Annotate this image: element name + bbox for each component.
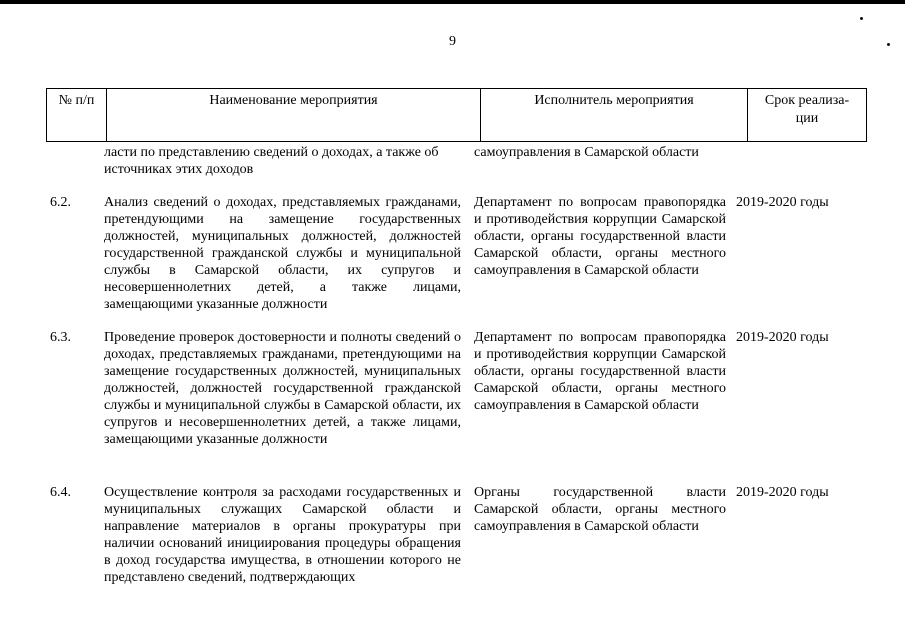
header-executor: Исполнитель мероприятия (481, 89, 748, 142)
row-number: 6.3. (50, 330, 71, 345)
row-number: 6.4. (50, 485, 71, 500)
header-term: Срок реализа- ции (748, 89, 867, 142)
row-number: 6.2. (50, 195, 71, 210)
header-number: № п/п (47, 89, 107, 142)
table-header (46, 88, 867, 142)
row-name: ласти по представлению сведений о доходах, а также об источниках этих доходов (104, 145, 439, 177)
row-executor: Органы государственной власти Самарской области, органы местного самоуправления в Самарской области (474, 485, 726, 534)
row-name: Проведение проверок достоверности и полноты сведений о доходах, представляемых гражданами, претендующими на замещение государственных должностей, муниципальных должностей, должностей государственной гражданской службы и муниципальной службы в Самарской области, их супругов и несовершеннолетних детей, а также лицами, замещающими указанные должности (104, 330, 461, 447)
header-name: Наименование мероприятия (107, 89, 481, 142)
scan-top-border (0, 0, 905, 4)
row-executor: самоуправления в Самарской области (474, 145, 699, 160)
page-number: 9 (449, 34, 456, 49)
scan-speck (860, 17, 863, 20)
row-name: Анализ сведений о доходах, представляемых гражданами, претендующими на замещение государственных должностей, муниципальных должностей, должностей государственной гражданской службы и муниципальной службы в Самарской области, их супругов и несовершеннолетних детей, а также лицами, замещающими указанные должности (104, 195, 461, 312)
row-term: 2019-2020 годы (736, 330, 829, 345)
row-term: 2019-2020 годы (736, 195, 829, 210)
row-executor: Департамент по вопросам правопорядка и противодействия коррупции Самарской области, органы государственной власти Самарской области, органы местного самоуправления в Самарской области (474, 330, 726, 413)
row-term: 2019-2020 годы (736, 485, 829, 500)
row-executor: Департамент по вопросам правопорядка и противодействия коррупции Самарской области, органы государственной власти Самарской области, органы местного самоуправления в Самарской области (474, 195, 726, 278)
row-name: Осуществление контроля за расходами государственных и муниципальных служащих Самарской области и направление материалов в органы прокуратуры при наличии оснований инициирования процедуры обращения в доход государства имущества, в отношении которого не представлено сведений, подтверждающих (104, 485, 461, 585)
